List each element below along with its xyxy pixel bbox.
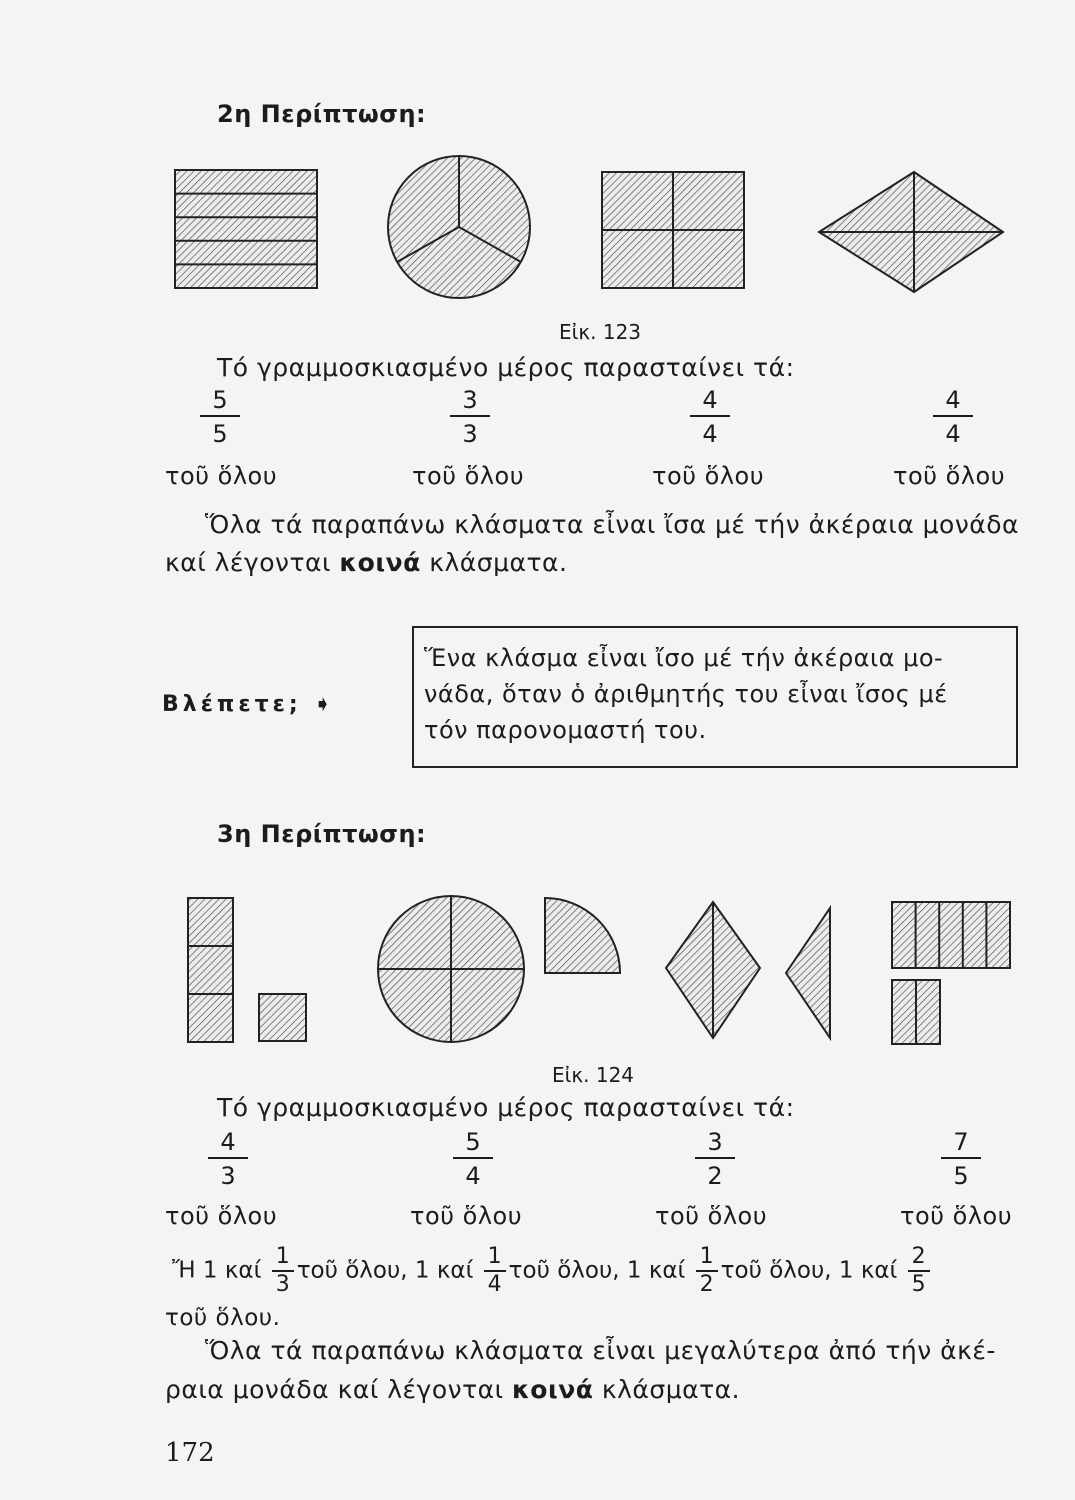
case3-whole-label-3: τοῦ ὅλου [655,1202,768,1230]
denominator: 5 [212,419,228,448]
case3-conclusion-line1: Ὅλα τά παραπάνω κλάσματα εἶναι μεγαλύτερα ἀπό τήν ἀκέ- [205,1336,996,1365]
rule-line-3: τόν παρονομαστή του. [424,716,707,744]
case3-fraction-4 [931,1130,991,1188]
case2-conclusion-line1: Ὅλα τά παραπάνω κλάσματα εἶναι ἴσα μέ τήν ἀκέραια μονάδα [205,510,1020,539]
figure-123 [165,150,1015,300]
case2-whole-label-3: τοῦ ὅλου [652,462,765,490]
denominator: 5 [911,1271,926,1297]
numerator: 2 [911,1244,926,1269]
case3-whole-label-1: τοῦ ὅλου [165,1202,278,1230]
mixed-text: τοῦ ὅλου, 1 καί [508,1257,686,1284]
numerator: 3 [462,386,478,414]
rule-line-1: Ἕνα κλάσμα εἶναι ἴσο μέ τήν ἀκέραια μο- [424,644,944,672]
numerator: 5 [465,1128,481,1156]
text-run: κλάσματα. [593,1375,741,1404]
arrow-icon: ➧ [313,692,332,717]
case3-fraction-3 [685,1130,745,1188]
look-text: Βλέπετε; [162,692,302,717]
numerator: 4 [702,386,718,414]
denominator: 3 [220,1161,236,1190]
mixed-text: τοῦ ὅλου, 1 καί [296,1257,474,1284]
denominator: 4 [465,1161,481,1190]
case3-conclusion-line2 [165,1375,740,1404]
numerator: 4 [220,1128,236,1156]
case3-whole-label-2: τοῦ ὅλου [410,1202,523,1230]
figure-124-caption: Εἰκ. 124 [551,1063,635,1087]
numerator: 1 [699,1244,714,1269]
circle-quarters-plus-quarter-shape [378,896,620,1042]
thirds-bar-plus-third-shape [188,898,306,1042]
mixed-fraction-1 [272,1246,294,1296]
mixed-numbers-line [172,1246,933,1296]
denominator: 3 [462,419,478,448]
case2-whole-label-2: τοῦ ὅλου [412,462,525,490]
numerator: 1 [275,1244,290,1269]
numerator: 4 [945,386,961,414]
text-run: κλάσματα. [420,548,568,577]
case2-whole-label-4: τοῦ ὅλου [893,462,1006,490]
bold-term: κοινά [339,548,421,577]
numerator: 3 [707,1128,723,1156]
figure-123-caption: Εἰκ. 123 [558,320,642,344]
rhombus-halves-plus-half-shape [666,902,830,1038]
numerator: 7 [953,1128,969,1156]
denominator: 4 [487,1271,502,1297]
denominator: 2 [707,1161,723,1190]
denominator: 2 [699,1271,714,1297]
case2-fraction-3 [680,388,740,446]
rule-box [412,626,1018,768]
case3-heading: 3η Περίπτωση: [217,820,427,848]
square-quarters-shape [602,172,744,288]
mixed-text: τοῦ ὅλου, 1 καί [720,1257,898,1284]
denominator: 3 [275,1271,290,1297]
case2-fraction-2 [440,388,500,446]
case3-fraction-1 [198,1130,258,1188]
case2-intro: Τό γραμμοσκιασμένο μέρος παρασταίνει τά: [217,353,795,382]
mixed-fraction-2 [484,1246,506,1296]
case2-fraction-4 [923,388,983,446]
square-fifths-shape [175,170,317,288]
circle-thirds-shape [388,156,530,298]
mixed-fraction-4 [908,1246,930,1296]
case2-fraction-1 [190,388,250,446]
mixed-fraction-3 [696,1246,718,1296]
case2-whole-label-1: τοῦ ὅλου [165,462,278,490]
page-number: 172 [165,1438,215,1468]
text-run: ραια μονάδα καί λέγονται [165,1375,513,1404]
denominator: 4 [945,419,961,448]
rectangle-fifths-plus-two-fifths-shape [892,902,1010,1044]
text-run: καί λέγονται [165,548,340,577]
rhombus-quarters-shape [819,172,1003,292]
look-label [162,692,332,717]
case3-fraction-2 [443,1130,503,1188]
case3-intro: Τό γραμμοσκιασμένο μέρος παρασταίνει τά: [217,1093,795,1122]
denominator: 4 [702,419,718,448]
case2-heading: 2η Περίπτωση: [217,100,427,128]
bold-term: κοινά [512,1375,594,1404]
mixed-lead: Ἤ 1 καί [172,1257,262,1284]
case2-conclusion-line2 [165,548,567,577]
numerator: 1 [487,1244,502,1269]
figure-124 [180,888,1020,1053]
mixed-tail: τοῦ ὅλου. [165,1305,281,1331]
denominator: 5 [953,1161,969,1190]
case3-whole-label-4: τοῦ ὅλου [900,1202,1013,1230]
numerator: 5 [212,386,228,414]
rule-line-2: νάδα, ὅταν ὁ ἀριθμητής του εἶναι ἴσος μέ [424,680,948,708]
